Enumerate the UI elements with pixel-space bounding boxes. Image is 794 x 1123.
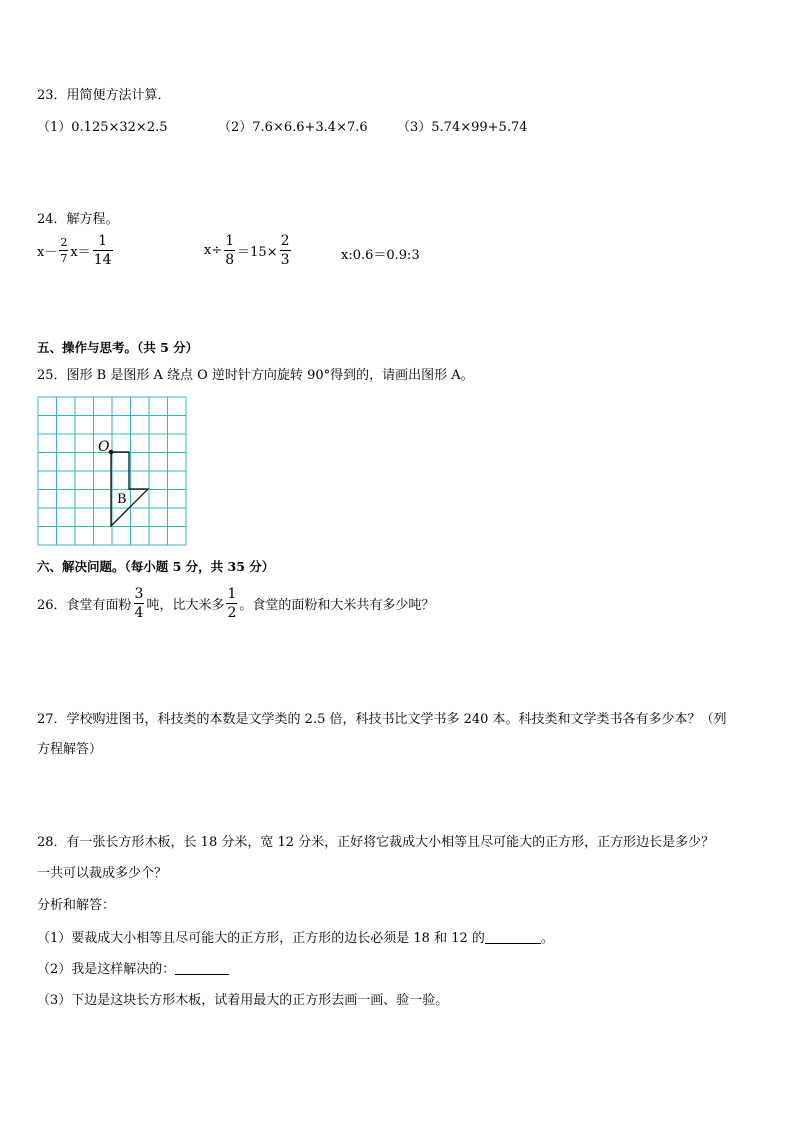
q23-item-3: （3）5.74×99+5.74	[397, 120, 528, 135]
q24-equation-3: x:0.6＝0.9:3	[341, 248, 420, 263]
label-b: B	[117, 492, 127, 507]
q28-line-2: 一共可以裁成多少个？	[37, 866, 168, 881]
q28-part-3: （3）下边是这块长方形木板，试着用最大的正方形去画一画、验一验。	[37, 993, 449, 1008]
q28-part-2-text: （2）我是这样解决的：	[37, 962, 176, 977]
denominator: 3	[280, 252, 290, 268]
q24-title: 24．解方程。	[37, 212, 119, 227]
answer-blank[interactable]	[485, 929, 541, 944]
eq1-prefix: x－	[37, 245, 58, 260]
q24-equation-2	[204, 234, 293, 267]
numerator: 1	[225, 233, 235, 249]
fraction	[93, 234, 113, 267]
q23-item-1: （1）0.125×32×2.5	[37, 120, 168, 135]
q24-equation-1	[37, 234, 115, 267]
q28-part-1	[37, 927, 554, 946]
fraction	[226, 587, 237, 620]
section-5-title: 五、操作与思考。（共 5 分）	[37, 340, 199, 355]
answer-blank[interactable]	[175, 960, 229, 975]
rotation-grid-figure	[37, 396, 187, 546]
q23-item-2: （2）7.6×6.6+3.4×7.6	[218, 120, 368, 135]
section-6-title: 六、解决问题。（每小题 5 分，共 35 分）	[37, 559, 275, 574]
q26	[37, 587, 434, 620]
q26-mid: 吨，比大米多	[146, 598, 225, 613]
q23-title: 23．用简便方法计算．	[37, 88, 171, 103]
eq1-mid: x＝	[70, 245, 91, 260]
q25-title: 25．图形 B 是图形 A 绕点 O 逆时针方向旋转 90°得到的，请画出图形 A。	[37, 368, 474, 383]
numerator: 2	[60, 236, 68, 249]
q28-line-1: 28．有一张长方形木板，长 18 分米，宽 12 分米，正好将它裁成大小相等且尽可能大的正方形，正方形边长是多少？	[37, 835, 715, 850]
denominator: 8	[225, 252, 235, 268]
numerator: 3	[134, 586, 144, 602]
label-o: O	[98, 439, 110, 455]
denominator: 2	[227, 605, 237, 621]
eq2-prefix: x÷	[204, 243, 223, 258]
fraction	[280, 234, 291, 267]
denominator: 14	[93, 252, 112, 268]
q26-pre: 26．食堂有面粉	[37, 598, 132, 613]
numerator: 1	[98, 233, 108, 249]
q28-part-2	[37, 958, 229, 977]
q27-line-1: 27．学校购进图书，科技类的本数是文学类的 2.5 倍，科技书比文学书多 240 本。科技类和文学类书各有多少本？（列	[37, 712, 727, 727]
q28-part-1-end: 。	[540, 931, 554, 946]
eq2-mid: ＝15×	[237, 245, 278, 260]
numerator: 1	[227, 586, 237, 602]
grid-lines	[38, 397, 186, 545]
fraction	[134, 587, 145, 620]
denominator: 7	[60, 252, 68, 265]
q28-analysis: 分析和解答：	[37, 898, 116, 913]
q28-part-1-text: （1）要裁成大小相等且尽可能大的正方形，正方形的边长必须是 18 和 12 的	[37, 931, 485, 946]
q26-post: 。食堂的面粉和大米共有多少吨？	[239, 598, 435, 613]
numerator: 2	[280, 233, 290, 249]
fraction	[224, 234, 235, 267]
q27-line-2: 方程解答）	[37, 742, 103, 757]
denominator: 4	[134, 605, 144, 621]
fraction	[59, 237, 68, 264]
